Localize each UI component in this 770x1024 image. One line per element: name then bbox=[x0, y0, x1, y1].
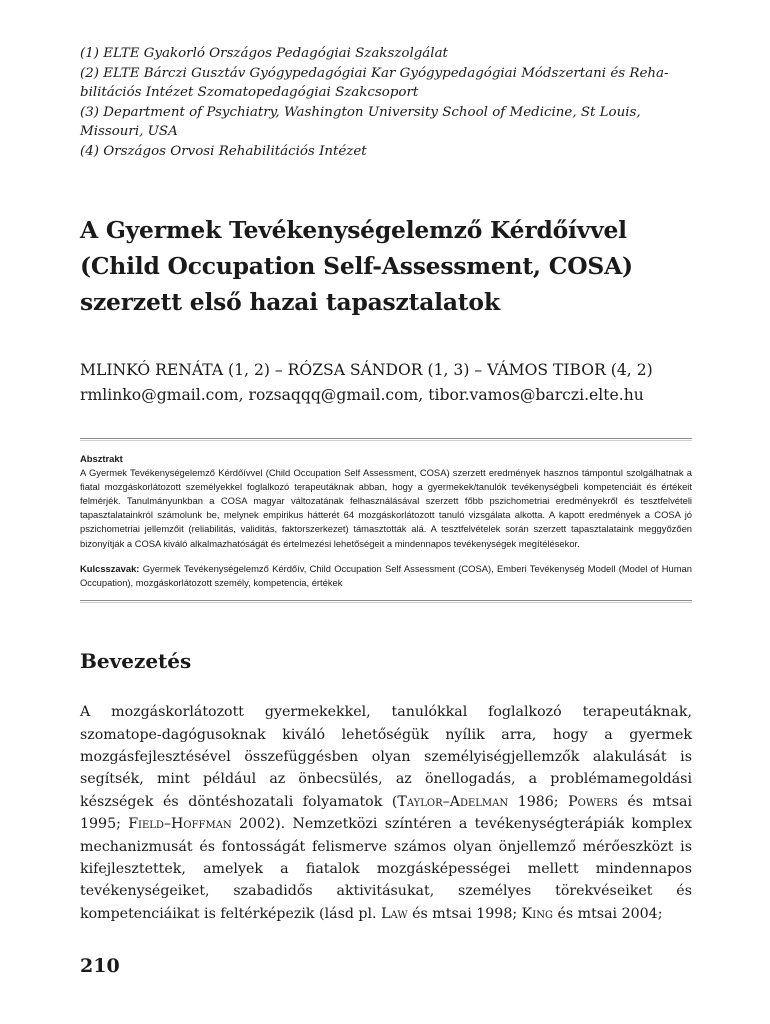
abstract-heading: Absztrakt bbox=[80, 452, 123, 464]
abstract-top-rule-wrap bbox=[80, 438, 692, 439]
intro-text-4: 2002). Nemzetközi színtéren a tevékenységterápiák komplex mechanizmusát és fontosságát felismerve számos olyan önjellemző mérőeszközt is kifejlesztettek, amelyek a fiatalok mozgásképességei mellett mindennapos tevékenységeiket, szabadidős aktivitásukat, személyes törekvéseiket és kompetenciáikat is feltérképezik (lásd pl. bbox=[80, 816, 692, 922]
affiliation-2: (2) ELTE Bárczi Gusztáv Gyógypedagógiai Kar Gyógypedagógiai Módszertani és Reha-bilitációs Intézet Szomatopedagógiai Szakcsoport bbox=[80, 65, 669, 101]
affiliations bbox=[80, 44, 692, 162]
keywords-label: Kulcsszavak: bbox=[80, 562, 140, 574]
author-emails: rmlinko@gmail.com, rozsaqqq@gmail.com, tibor.vamos@barczi.elte.hu bbox=[80, 385, 644, 404]
page-number: 210 bbox=[80, 955, 120, 977]
keywords-text: Gyermek Tevékenységelemző Kérdőív, Child Occupation Self Assessment (COSA), Emberi Tevékenység Modell (Model of Human Occupation), mozgáskorlátozott személy, kompetencia, értékek bbox=[80, 562, 692, 588]
intro-text-1: A mozgáskorlátozott gyermekekkel, tanulókkal foglalkozó terapeutáknak, szomatope-dagógusoknak kiváló lehetőségük nyílik arra, hogy a gyermek mozgásfejlesztésével összefüggésben olyan személyiségjellemzők alakulását is segítsék, mint például az önbecsülés, az önellogadás, a problémamegoldási készségek és döntéshozatali folyamatok ( bbox=[80, 704, 692, 810]
intro-text-2: 1986; bbox=[508, 793, 569, 810]
affiliation-3: (3) Department of Psychiatry, Washington University School of Medicine, St Louis, Missouri, USA bbox=[80, 104, 641, 140]
citation-author: Taylor–Adelman bbox=[397, 793, 509, 810]
abstract-text: A Gyermek Tevékenységelemző Kérdőívvel (Child Occupation Self Assessment, COSA) szerzett eredmények hasznos támpontul szolgálhatnak a fiatal mozgáskorlátozott személyekkel foglalkozó terapeutáknak abban, hogy a gyermekek/tanulók tevékenységbeli kompetenciáit és értékeit felmérjék. Tanulmányunkban a COSA magyar változatának felhasználásával szerzett főbb pszichometriai eredményekről és tesztfelvételi tapasztalatainkról számolunk be, melynek empirikus hátterét 64 mozgáskorlátozott tanuló vizsgálata alkotta. A kapott eredmények a COSA jó pszichometriai jellemzőit (reliabilitás, validitás, faktorszerkezet) támasztották alá. A tesztfelvételek során szerzett tapasztalataink meggyőzően bizonyítják a COSA kiváló alkalmazhatóságát és értelmezési lehetőségeit a mindennapos tevékenységek megítélésekor. bbox=[80, 466, 692, 549]
intro-text-6: és mtsai 2004; bbox=[552, 905, 663, 922]
abstract-top-rule bbox=[80, 438, 692, 439]
abstract-section bbox=[80, 452, 692, 591]
intro-text-5: és mtsai 1998; bbox=[407, 905, 522, 922]
citation-author: Law bbox=[381, 905, 408, 922]
citation-author: King bbox=[521, 905, 553, 922]
abstract-bottom-rule bbox=[80, 600, 692, 601]
page-content bbox=[80, 44, 692, 939]
citation-author: Field–Hoffman bbox=[128, 816, 232, 833]
intro-paragraph bbox=[80, 701, 692, 925]
author-list: MLINKÓ RENÁTA (1, 2) – RÓZSA SÁNDOR (1, 3) – VÁMOS TIBOR (4, 2) bbox=[80, 360, 653, 379]
intro-text-3: és mtsai 1995; bbox=[80, 793, 692, 833]
section-heading: Bevezetés bbox=[80, 649, 192, 674]
article-title: A Gyermek Tevékenységelemző Kérdőívvel (Child Occupation Self-Assessment, COSA) szerzett első hazai tapasztalatok bbox=[80, 215, 633, 316]
affiliation-4: (4) Országos Orvosi Rehabilitációs Intézet bbox=[80, 143, 367, 159]
keywords bbox=[80, 562, 692, 590]
citation-author: Powers bbox=[568, 793, 618, 810]
affiliation-1: (1) ELTE Gyakorló Országos Pedagógiai Szakszolgálat bbox=[80, 46, 448, 61]
